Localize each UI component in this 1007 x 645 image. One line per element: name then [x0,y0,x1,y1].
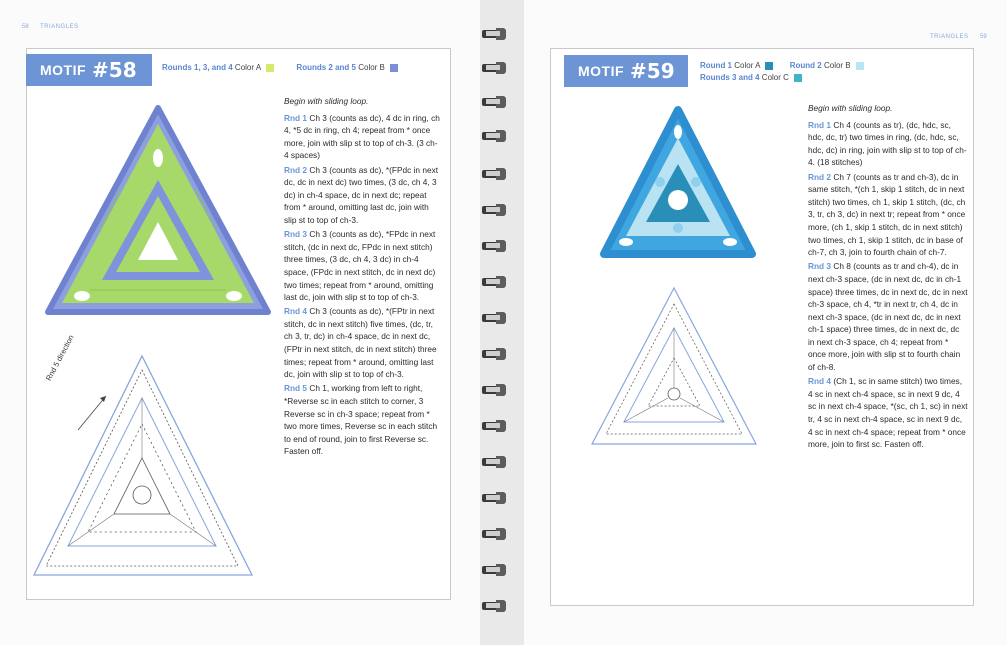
round-step: Rnd 4 (Ch 1, sc in same stitch) two times, 4 sc in next ch-4 space, sc in next 9 dc, 4 sc in next ch-4 space, *(sc, ch 1, sc) in next tr, 4 sc in next ch-4 space, sc in next 9 dc, 4 sc in next ch-4 space; repeat from * once more, join to first sc. Fasten off. [808,376,968,450]
begin-text: Begin with sliding loop. [284,96,369,106]
round-step: Rnd 2 Ch 3 (counts as dc), *(FPdc in next dc, dc in next dc) two times, (3 dc, ch 4, 3 dc) in ch-4 space, dc in next dc; repeat from * around, omitting last dc, join with slip st to top of ch-3. [284,164,439,225]
motif-banner [26,54,152,86]
crochet-chart [586,282,761,452]
motif-photo [40,100,276,325]
color-key [162,63,398,72]
color-name: Color A [234,63,261,72]
diagram-label: Rnd 5 direction [44,333,76,383]
corner-hole [674,125,682,139]
ring [480,96,506,108]
spiral-binding [474,0,530,645]
round-label: Round 1 [700,61,732,70]
begin-text: Begin with sliding loop. [808,103,893,113]
color-swatch [794,74,802,82]
corner-hole [619,238,633,246]
round-step: Rnd 3 Ch 3 (counts as dc), *FPdc in next stitch, (dc in next dc, FPdc in next stitch) three times, (3 dc, ch 4, 3 dc) in ch-4 space, (FPdc in next stitch, dc in next dc) two times; repeat from * around, omitting last dc, join with slip st to top of ch-3. [284,229,436,303]
ring [480,420,506,432]
color-swatch [856,62,864,70]
color-swatch [390,64,398,72]
round-label: Rounds 1, 3, and 4 [162,63,233,72]
round-step: Rnd 3 Ch 8 (counts as tr and ch-4), dc in next ch-3 space, (dc in next dc, dc in ch-1 space) three times, dc in next dc, dc in next ch-3 space, ch 4, *tr in next tr, ch 4, dc in next ch-3 space, (dc in next dc, dc in next ch-1 space) three times, dc in next dc, dc in next ch-3 space, ch 4; repeat from * once more, join with slip st to fourth chain of ch-8. [808,261,968,373]
round-label: Rounds 3 and 4 [700,73,760,82]
page-number: 59 [980,34,987,40]
motif-number: #59 [630,59,675,83]
running-head: TRIANGLES [930,34,969,40]
instructions [808,102,968,452]
ring [480,600,506,612]
instructions [284,95,442,460]
ring [480,240,506,252]
round-step: Rnd 4 Ch 3 (counts as dc), *(FPtr in next stitch, dc in next stitch) five times, (dc, tr, ch 3, tr, dc) in ch-4 space, dc in next dc, (FPtr in next stitch, dc in next stitch) three times; repeat from * around, omitting last dc, join with slip st to top of ch-3. [284,306,437,380]
motif-number: #58 [92,58,137,82]
center-ring [668,190,688,210]
ring [480,384,506,396]
ring [480,276,506,288]
ring [480,62,506,74]
motif-banner [564,55,688,87]
running-head: TRIANGLES [40,24,79,30]
corner-hole [153,149,163,167]
round-step: Rnd 5 Ch 1, working from left to right, *Reverse sc in each stitch to corner, 3 Reverse sc in ch-3 space; repeat from * two more times, Reverse sc in each stitch to end of round, join to first Reverse sc. Fasten off. [284,383,438,457]
ring [480,312,506,324]
ring [480,28,506,40]
corner-hole [74,291,90,301]
color-swatch [266,64,274,72]
crochet-chart [30,350,260,582]
round-step: Rnd 2 Ch 7 (counts as tr and ch-3), dc in same stitch, *(ch 1, skip 1 stitch, dc in next stitch) two times, ch 1, skip 1 stitch, (dc, ch 3, tr, ch 3, dc) in next tr; repeat from * once more, (ch 1, skip 1 stitch, dc in next stitch) two times, ch 1, skip 1 stitch, dc in base of ch-7, ch 3, join to fourth chain of ch-7. [808,171,966,258]
ring [480,456,506,468]
color-name: Color B [823,61,851,70]
right-page [524,0,1007,645]
page-number: 58 [22,24,29,30]
round-step: Rnd 1 Ch 3 (counts as dc), 4 dc in ring, ch 4, *5 dc in ring, ch 4; repeat from * once more, join with slip st to top of ch-3. (3 ch-4 spaces) [284,112,440,161]
left-page [0,0,480,645]
ring [480,168,506,180]
ring [480,492,506,504]
corner-hole [226,291,242,301]
round-step: Rnd 1 Ch 4 (counts as tr), (dc, hdc, sc, hdc, dc, tr) two times in ring, (dc, hdc, sc, hdc, dc) in ring, join with slip st to top of ch-4. (18 stitches) [808,119,967,168]
color-name: Color A [734,61,761,70]
round-label: Round 2 [789,61,822,70]
ring [480,204,506,216]
color-name: Color C [761,73,789,82]
motif-label: MOTIF [40,62,87,78]
round-label: Rounds 2 and 5 [296,63,356,72]
color-name: Color B [358,63,385,72]
color-swatch [765,62,773,70]
ring [480,564,506,576]
corner-hole [723,238,737,246]
motif-label: MOTIF [578,63,625,79]
color-key [700,60,864,84]
ring [480,528,506,540]
motif-photo [598,104,758,262]
ring [480,130,506,142]
ring [480,348,506,360]
